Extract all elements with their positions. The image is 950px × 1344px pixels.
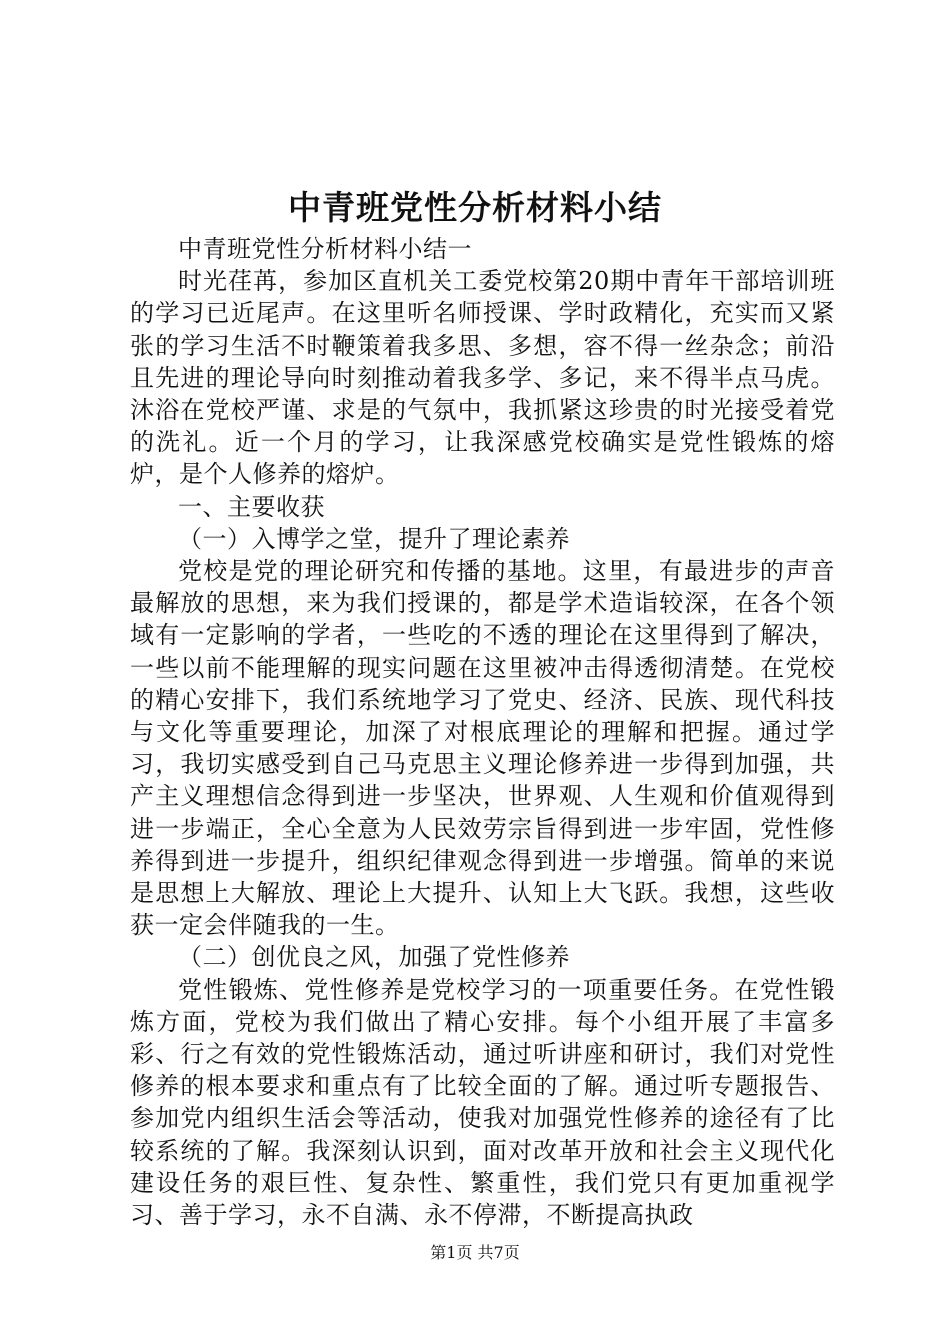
document-title: 中青班党性分析材料小结	[288, 188, 662, 227]
subsection-heading: （一）入博学之堂，提升了理论素养	[178, 524, 570, 553]
subtitle-paragraph: 中青班党性分析材料小结一	[178, 235, 472, 263]
page-number-footer: 第1页 共7页	[430, 1243, 520, 1262]
body-paragraph: 党性锻炼、党性修养是党校学习的一项重要任务。在党性锻炼方面，党校为我们做出了精心安排。每个小组开展了丰富多彩、行之有效的党性锻炼活动，通过听讲座和研讨，我们对党性修养的根本要求和重点有了比较全面的了解。通过听专题报告、参加党内组织生活会等活动，使我对加强党性修养的途径有了比较系统的了解。我深刻认识到，面对改革开放和社会主义现代化建设任务的艰巨性、复杂性、繁重性，我们党只有更加重视学习、善于学习，永不自满、永不停滞，不断提高执政	[130, 975, 835, 1230]
intro-paragraph: 时光荏苒，参加区直机关工委党校第20期中青年干部培训班的学习已近尾声。在这里听名师授课、学时政精化，充实而又紧张的学习生活不时鞭策着我多思、多想，容不得一丝杂念；前沿且先进的理论导向时刻推动着我多学、多记，来不得半点马虎。沐浴在党校严谨、求是的气氛中，我抓紧这珍贵的时光接受着党的洗礼。近一个月的学习，让我深感党校确实是党性锻炼的熔炉，是个人修养的熔炉。	[130, 267, 835, 489]
body-paragraph: 党校是党的理论研究和传播的基地。这里，有最进步的声音最解放的思想，来为我们授课的，都是学术造诣较深，在各个领域有一定影响的学者，一些吃的不透的理论在这里得到了解决，一些以前不能理解的现实问题在这里被冲击得透彻清楚。在党校的精心安排下，我们系统地学习了党史、经济、民族、现代科技与文化等重要理论，加深了对根底理论的理解和把握。通过学习，我切实感受到自己马克思主义理论修养进一步得到加强，共产主义理想信念得到进一步坚决，世界观、人生观和价值观得到进一步端正，全心全意为人民效劳宗旨得到进一步牢固，党性修养得到进一步提升，组织纪律观念得到进一步增强。简单的来说是思想上大解放、理论上大提升、认知上大飞跃。我想，这些收获一定会伴随我的一生。	[130, 557, 835, 940]
section-heading: 一、主要收获	[178, 492, 325, 521]
document-body	[130, 233, 835, 1231]
subsection-heading: （二）创优良之风，加强了党性修养	[178, 943, 570, 972]
